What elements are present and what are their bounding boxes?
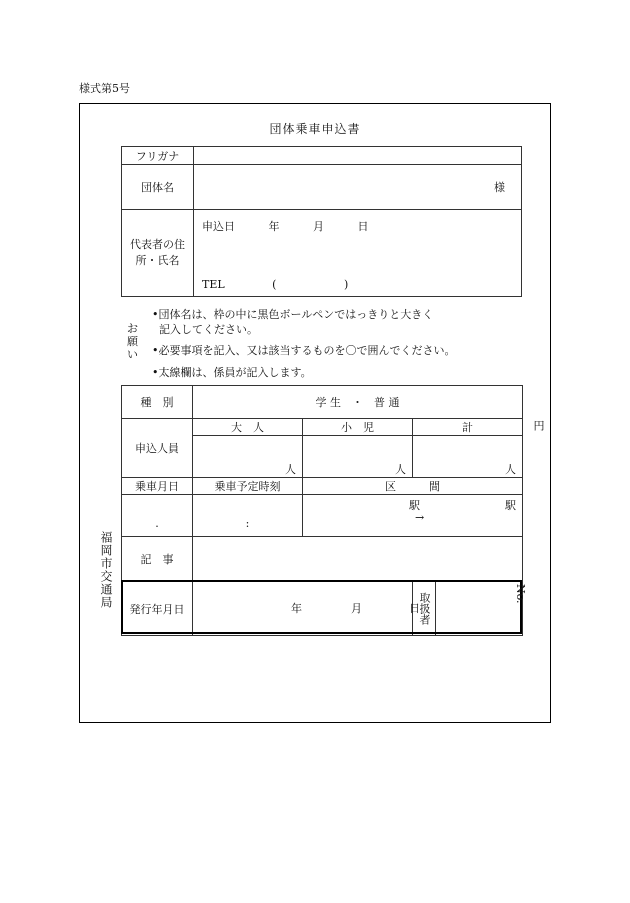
time-sep: :	[245, 517, 250, 530]
section-label: 区 間	[303, 478, 523, 495]
applicant-table	[121, 146, 522, 297]
issue-year: 年	[291, 602, 302, 615]
notes-field-label: 記 事	[122, 537, 193, 582]
child-header: 小 児	[303, 419, 413, 436]
total-unit: 人	[505, 463, 517, 476]
apply-day: 日	[357, 220, 369, 233]
section-field[interactable]	[303, 495, 523, 537]
issuer-name: 福岡市交通局	[99, 531, 113, 609]
apply-month: 月	[313, 220, 324, 233]
adult-count[interactable]	[193, 436, 303, 478]
total-count[interactable]	[413, 436, 523, 478]
note-1-cont: 記入してください。	[159, 323, 258, 336]
group-name-label: 団体名	[122, 165, 194, 210]
adult-unit: 人	[285, 463, 296, 476]
total-header: 計	[413, 419, 523, 436]
note-2: •必要事項を記入、又は該当するものを〇で囲んでください。	[152, 344, 456, 357]
handler-field[interactable]	[436, 582, 522, 635]
issue-day: 日	[409, 602, 420, 615]
type-label: 種 別	[122, 386, 193, 419]
form-number: 様式第5号	[79, 82, 130, 95]
number-mark: No.	[514, 584, 527, 604]
arrow-icon: →	[415, 511, 425, 524]
furigana-field[interactable]	[194, 147, 522, 165]
issue-month: 月	[351, 602, 362, 615]
handler-cell	[413, 582, 523, 636]
representative-label-text: 代表者の住所・氏名	[130, 238, 185, 267]
child-count[interactable]	[303, 436, 413, 478]
tel-label: TEL	[202, 278, 225, 291]
representative-field[interactable]	[194, 210, 522, 297]
tel-open: (	[272, 278, 277, 291]
ride-date-label: 乗車月日	[122, 478, 193, 495]
child-unit: 人	[395, 463, 406, 476]
issue-date-field[interactable]	[193, 582, 420, 636]
ticket-table	[121, 385, 523, 636]
form-title: 団体乗車申込書	[269, 122, 361, 136]
ride-time-label: 乗車予定時刻	[193, 478, 303, 495]
group-suffix: 様	[494, 181, 505, 194]
note-1: •団体名は、枠の中に黒色ボールペンではっきりと大きく	[152, 308, 434, 321]
representative-label	[122, 210, 194, 297]
count-label: 申込人員	[122, 419, 193, 478]
from-station: 駅	[409, 499, 420, 512]
handler-label: 取扱者	[413, 582, 436, 635]
note-3: •太線欄は、係員が記入します。	[152, 366, 312, 379]
tel-line	[202, 278, 392, 291]
adult-header: 大 人	[193, 419, 303, 436]
issue-date-label: 発行年月日	[122, 582, 193, 636]
notes-label: お願い	[127, 322, 138, 361]
date-sep: .	[155, 517, 159, 530]
apply-date-label: 申込日	[202, 220, 235, 233]
ride-time-field[interactable]	[193, 495, 303, 537]
apply-year: 年	[268, 220, 280, 233]
yen-mark: 円	[532, 420, 545, 431]
type-value[interactable]: 学 生 ・ 普 通	[193, 386, 523, 419]
tel-close: )	[343, 278, 349, 291]
to-station: 駅	[505, 499, 517, 512]
ride-date-field[interactable]	[122, 495, 193, 537]
furigana-label: フリガナ	[122, 147, 194, 165]
apply-date-line	[202, 218, 399, 234]
notes-field[interactable]	[193, 537, 523, 582]
group-name-field[interactable]	[194, 165, 522, 210]
